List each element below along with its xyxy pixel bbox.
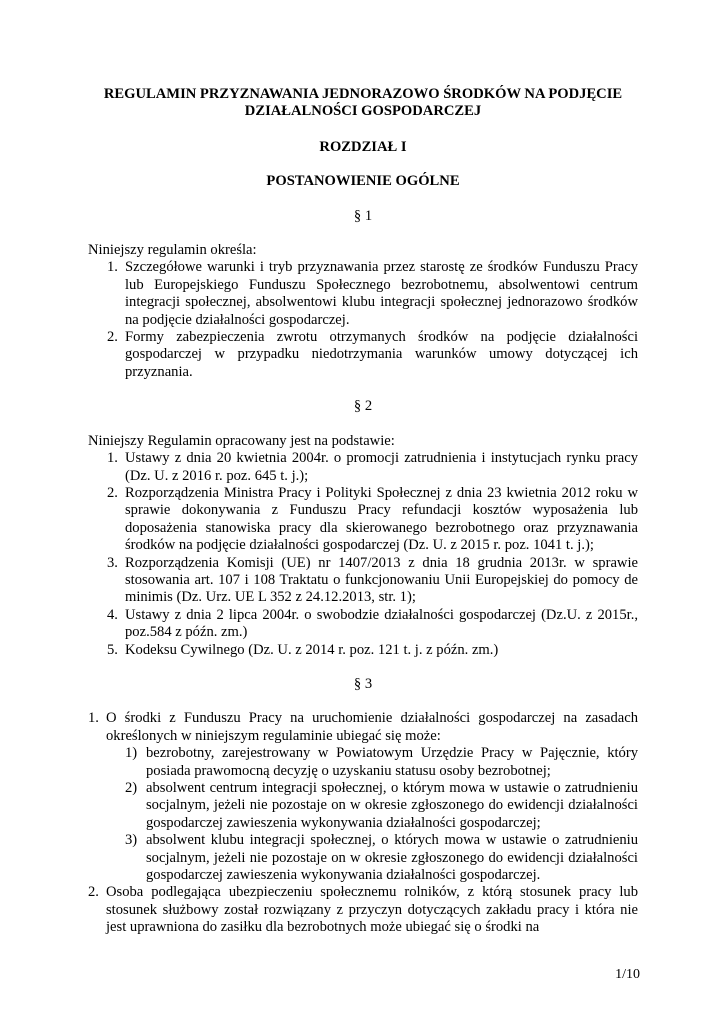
- item-text: Kodeksu Cywilnego (Dz. U. z 2014 r. poz. 121 t. j. z późn. zm.): [125, 641, 499, 658]
- item-number: 1.: [107, 259, 118, 276]
- item-number: 1.: [107, 450, 118, 467]
- sub-list-item: [106, 745, 638, 780]
- page-number: 1/10: [615, 967, 640, 982]
- item-number: 3.: [107, 554, 118, 571]
- item-text: O środki z Funduszu Pracy na uruchomienie działalności gospodarczej na zasadach określonych w niniejszym regulaminie ubiegać się może:: [106, 710, 638, 744]
- list-item: [88, 485, 638, 555]
- section-3-list: [88, 710, 638, 936]
- list-item: [88, 329, 638, 381]
- sub-list-item: [106, 832, 638, 884]
- section-1-list: [88, 259, 638, 381]
- list-item: [88, 259, 638, 329]
- subitem-text: bezrobotny, zarejestrowany w Powiatowym Urzędzie Pracy w Pajęcznie, który posiada prawomocną decyzję o uzyskaniu statusu osoby bezrobotnej;: [146, 745, 638, 779]
- item-text: Osoba podlegająca ubezpieczeniu społecznemu rolników, z którą stosunek pracy lub stosunek służbowy został rozwiązany z przyczyn dotyczących zakładu pracy i która nie jest uprawniona do zasiłku dla bezrobotnych może ubiegać się o środki na: [106, 884, 638, 936]
- item-number: 2.: [88, 884, 99, 901]
- document-page: [88, 86, 638, 937]
- subitem-number: 1): [125, 745, 138, 762]
- section-mark-1: § 1: [353, 207, 373, 224]
- item-text: Rozporządzenia Ministra Pracy i Polityki Społecznej z dnia 23 kwietnia 2012 roku w sprawie dokonywania z Funduszu Pracy refundacji kosztów wyposażenia lub doposażenia stanowiska pracy dla skierowanego bezrobotnego oraz przyznawania środków na podjęcie działalności gospodarczej (Dz. U. z 2015 r. poz. 1041 t. j.);: [125, 484, 638, 554]
- item-text: Ustawy z dnia 20 kwietnia 2004r. o promocji zatrudnienia i instytucjach rynku pracy (Dz. U. z 2016 r. poz. 645 t. j.);: [125, 450, 638, 484]
- chapter-heading: ROZDZIAŁ I: [319, 138, 407, 155]
- list-item: [88, 450, 638, 485]
- section-mark-3: § 3: [353, 675, 373, 692]
- list-item: [88, 555, 638, 607]
- document-title-line2: DZIAŁALNOŚCI GOSPODARCZEJ: [244, 103, 482, 120]
- item-text: Szczegółowe warunki i tryb przyznawania przez starostę ze środków Funduszu Pracy lub Europejskiego Funduszu Społecznego bezrobotnemu, absolwentowi centrum integracji społecznej, absolwentowi klubu integracji społecznej jednorazowo środków na podjęcie działalności gospodarczej.: [125, 259, 638, 328]
- item-text: Formy zabezpieczenia zwrotu otrzymanych środków na podjęcie działalności gospodarczej w przypadku niedotrzymania warunków umowy dotyczącej ich przyznania.: [125, 329, 638, 380]
- list-item: [88, 607, 638, 642]
- item-number: 2.: [107, 329, 118, 346]
- section-2-list: [88, 450, 638, 659]
- item-text: Ustawy z dnia 2 lipca 2004r. o swobodzie działalności gospodarczej (Dz.U. z 2015r., poz.584 z późn. zm.): [125, 606, 638, 641]
- subject-heading: POSTANOWIENIE OGÓLNE: [266, 173, 460, 190]
- subitem-number: 2): [125, 780, 138, 796]
- document-title-line1: REGULAMIN PRZYZNAWANIA JEDNORAZOWO ŚRODKÓW NA PODJĘCIE: [103, 86, 623, 102]
- list-item: [88, 642, 638, 659]
- item-number: 5.: [107, 641, 118, 658]
- item-text: Rozporządzenia Komisji (UE) nr 1407/2013 z dnia 18 grudnia 2013r. w sprawie stosowania art. 107 i 108 Traktatu o funkcjonowaniu Unii Europejskiej do pomocy de minimis (Dz. Urz. UE L 352 z 24.12.2013, str. 1);: [125, 554, 638, 606]
- list-item: [88, 710, 638, 884]
- subitem-text: absolwent centrum integracji społecznej, o którym mowa w ustawie o zatrudnieniu socjalnym, jeżeli nie pozostaje on w okresie zgłoszonego do ewidencji działalności gospodarczej zawieszenia wykonywania działalności gospodarczej;: [146, 780, 638, 831]
- item-number: 4.: [107, 606, 118, 623]
- section-3-sublist: [106, 745, 638, 884]
- item-number: 1.: [88, 710, 99, 727]
- section-mark-2: § 2: [353, 398, 373, 415]
- sub-list-item: [106, 780, 638, 832]
- subitem-number: 3): [125, 832, 138, 849]
- section-intro-2: Niniejszy Regulamin opracowany jest na podstawie:: [88, 432, 395, 449]
- list-item: [88, 884, 638, 936]
- item-number: 2.: [107, 484, 118, 501]
- subitem-text: absolwent klubu integracji społecznej, o których mowa w ustawie o zatrudnieniu socjalnym, jeżeli nie pozostaje on w okresie zgłoszonego do ewidencji działalności gospodarczej zawieszenia wykonywania działalności gospodarczej.: [146, 832, 638, 884]
- section-intro-1: Niniejszy regulamin określa:: [88, 242, 257, 259]
